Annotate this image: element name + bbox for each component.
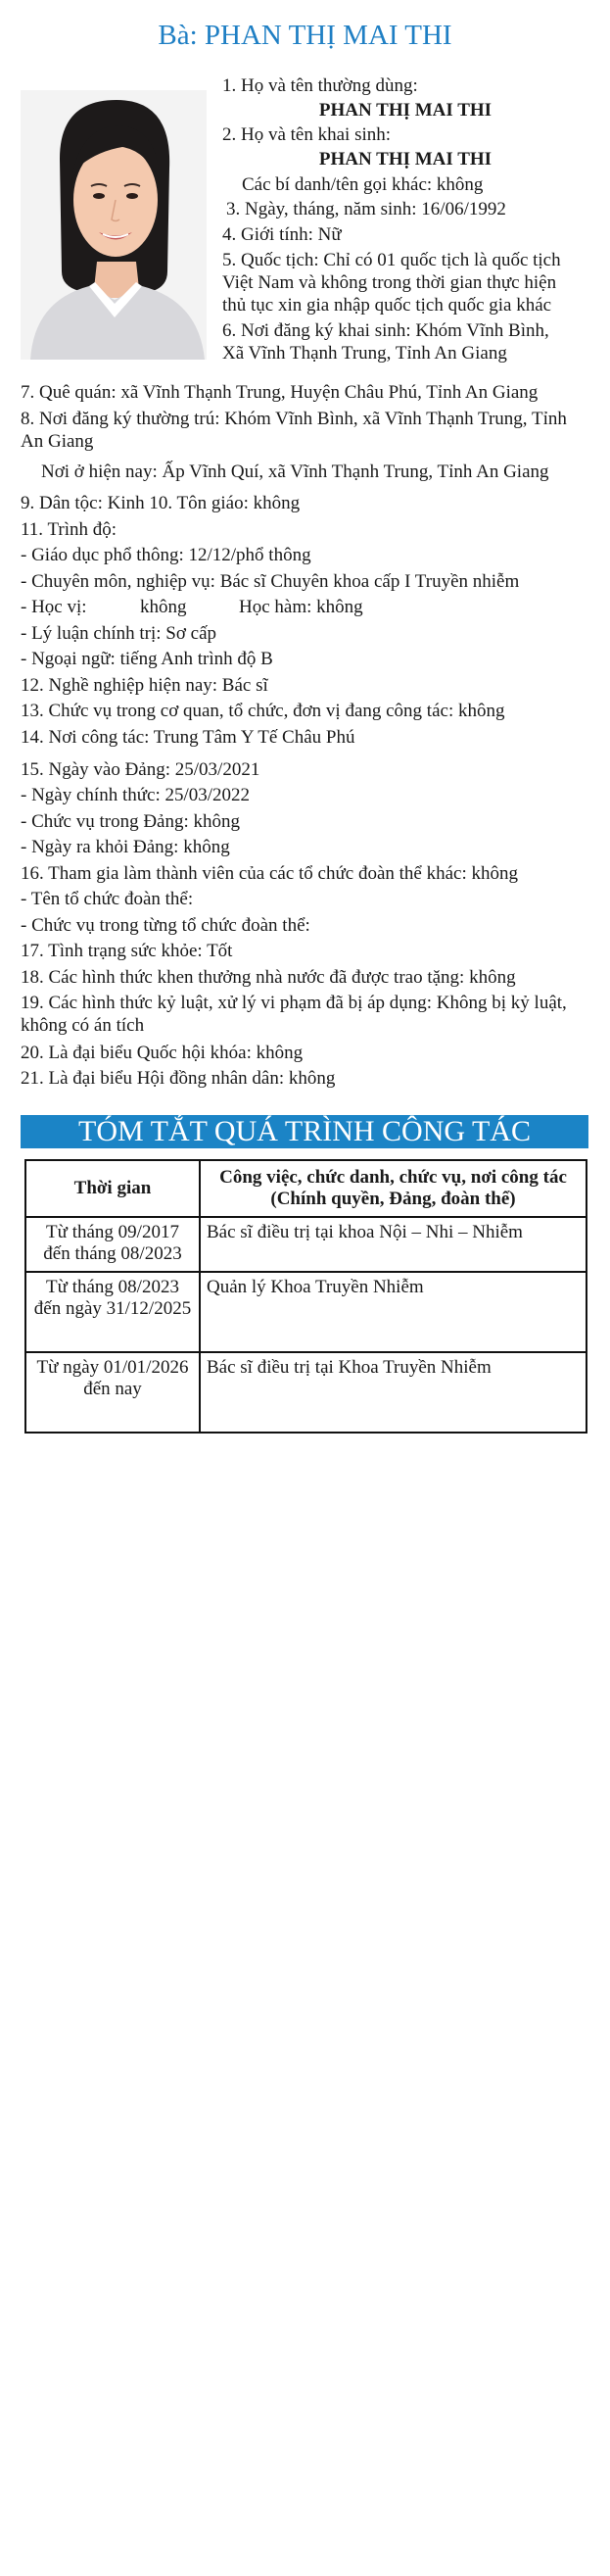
nationality-line-1: 5. Quốc tịch: Chỉ có 01 quốc tịch là quốc tịch bbox=[222, 250, 561, 270]
party-join-date-line: 15. Ngày vào Đảng: 25/03/2021 bbox=[21, 759, 260, 780]
nationality-line-2: Việt Nam và không trong thời gian thực hiện bbox=[222, 272, 557, 293]
occupation-line: 12. Nghề nghiệp hiện nay: Bác sĩ bbox=[21, 675, 268, 696]
degree-value: không bbox=[140, 597, 187, 617]
header-work bbox=[200, 1160, 587, 1217]
foreign-language-line: - Ngoại ngữ: tiếng Anh trình độ B bbox=[21, 649, 273, 669]
peoples-council-line: 21. Là đại biểu Hội đồng nhân dân: không bbox=[21, 1068, 336, 1089]
row-work: Bác sĩ điều trị tại khoa Nội – Nhi – Nhiễm bbox=[200, 1217, 587, 1272]
row-work: Quản lý Khoa Truyền Nhiễm bbox=[200, 1272, 587, 1352]
header-time: Thời gian bbox=[25, 1160, 200, 1217]
political-theory-line: - Lý luận chính trị: Sơ cấp bbox=[21, 623, 217, 644]
alias-line: Các bí danh/tên gọi khác: không bbox=[242, 174, 484, 195]
birth-registration-line-1: 6. Nơi đăng ký khai sinh: Khóm Vĩnh Bình, bbox=[222, 320, 549, 341]
national-assembly-line: 20. Là đại biểu Quốc hội khóa: không bbox=[21, 1043, 304, 1063]
birth-registration-line-2: Xã Vĩnh Thạnh Trung, Tỉnh An Giang bbox=[222, 343, 507, 364]
position-line: 13. Chức vụ trong cơ quan, tổ chức, đơn vị đang công tác: không bbox=[21, 701, 505, 721]
party-position-line: - Chức vụ trong Đảng: không bbox=[21, 811, 241, 832]
row-time: Từ tháng 08/2023 đến ngày 31/12/2025 bbox=[25, 1272, 200, 1352]
hometown-line: 7. Quê quán: xã Vĩnh Thạnh Trung, Huyện Châu Phú, Tỉnh An Giang bbox=[21, 382, 539, 403]
academic-title-line: Học hàm: không bbox=[239, 597, 363, 617]
career-table-header bbox=[25, 1160, 587, 1217]
label-birth-name: 2. Họ và tên khai sinh: bbox=[222, 124, 392, 145]
current-residence-line: Nơi ở hiện nay: Ấp Vĩnh Quí, xã Vĩnh Thạnh Trung, Tỉnh An Giang bbox=[41, 462, 549, 482]
party-official-date-line: - Ngày chính thức: 25/03/2022 bbox=[21, 785, 251, 805]
ethnicity-religion-line: 9. Dân tộc: Kinh 10. Tôn giáo: không bbox=[21, 493, 301, 513]
career-summary-banner: TÓM TẮT QUÁ TRÌNH CÔNG TÁC bbox=[21, 1115, 588, 1148]
row-time: Từ tháng 09/2017 đến tháng 08/2023 bbox=[25, 1217, 200, 1272]
table-row bbox=[25, 1217, 587, 1272]
page-title: Bà: PHAN THỊ MAI THI bbox=[158, 20, 452, 51]
label-common-name: 1. Họ và tên thường dùng: bbox=[222, 75, 418, 96]
common-name: PHAN THỊ MAI THI bbox=[318, 100, 493, 121]
awards-line: 18. Các hình thức khen thưởng nhà nước đã được trao tặng: không bbox=[21, 967, 516, 988]
organization-membership-line: 16. Tham gia làm thành viên của các tổ chức đoàn thể khác: không bbox=[21, 863, 518, 884]
organization-position-line: - Chức vụ trong từng tổ chức đoàn thể: bbox=[21, 915, 310, 936]
health-line: 17. Tình trạng sức khỏe: Tốt bbox=[21, 941, 233, 961]
career-table bbox=[24, 1159, 587, 1434]
row-work: Bác sĩ điều trị tại Khoa Truyền Nhiễm bbox=[200, 1352, 587, 1433]
party-leave-line: - Ngày ra khỏi Đảng: không bbox=[21, 837, 230, 857]
organization-name-line: - Tên tổ chức đoàn thể: bbox=[21, 889, 194, 909]
row-time: Từ ngày 01/01/2026 đến nay bbox=[25, 1352, 200, 1433]
permanent-residence-line: 8. Nơi đăng ký thường trú: Khóm Vĩnh Bình, xã Vĩnh Thạnh Trung, Tỉnh An Giang bbox=[21, 409, 567, 452]
workplace-line: 14. Nơi công tác: Trung Tâm Y Tế Châu Phú bbox=[21, 727, 355, 748]
nationality-line-3: thủ tục xin gia nhập quốc tịch quốc gia khác bbox=[222, 295, 552, 316]
specialty-line: - Chuyên môn, nghiệp vụ: Bác sĩ Chuyên khoa cấp I Truyền nhiễm bbox=[21, 571, 520, 592]
qualification-heading: 11. Trình độ: bbox=[21, 519, 117, 540]
table-row bbox=[25, 1352, 587, 1433]
portrait-photo bbox=[21, 90, 207, 360]
birth-name: PHAN THỊ MAI THI bbox=[318, 149, 493, 170]
birth-date-line: 3. Ngày, tháng, năm sinh: 16/06/1992 bbox=[226, 199, 506, 219]
general-education-line: - Giáo dục phổ thông: 12/12/phổ thông bbox=[21, 545, 311, 565]
degree-label: - Học vị: bbox=[21, 597, 87, 617]
header-work-title: Công việc, chức danh, chức vụ, nơi công tác bbox=[219, 1167, 567, 1188]
header-work-subtitle: (Chính quyền, Đảng, đoàn thể) bbox=[270, 1189, 516, 1209]
discipline-line: 19. Các hình thức kỷ luật, xử lý vi phạm đã bị áp dụng: Không bị kỷ luật, không có án tích bbox=[21, 993, 567, 1036]
table-row bbox=[25, 1272, 587, 1352]
gender-line: 4. Giới tính: Nữ bbox=[222, 224, 342, 245]
